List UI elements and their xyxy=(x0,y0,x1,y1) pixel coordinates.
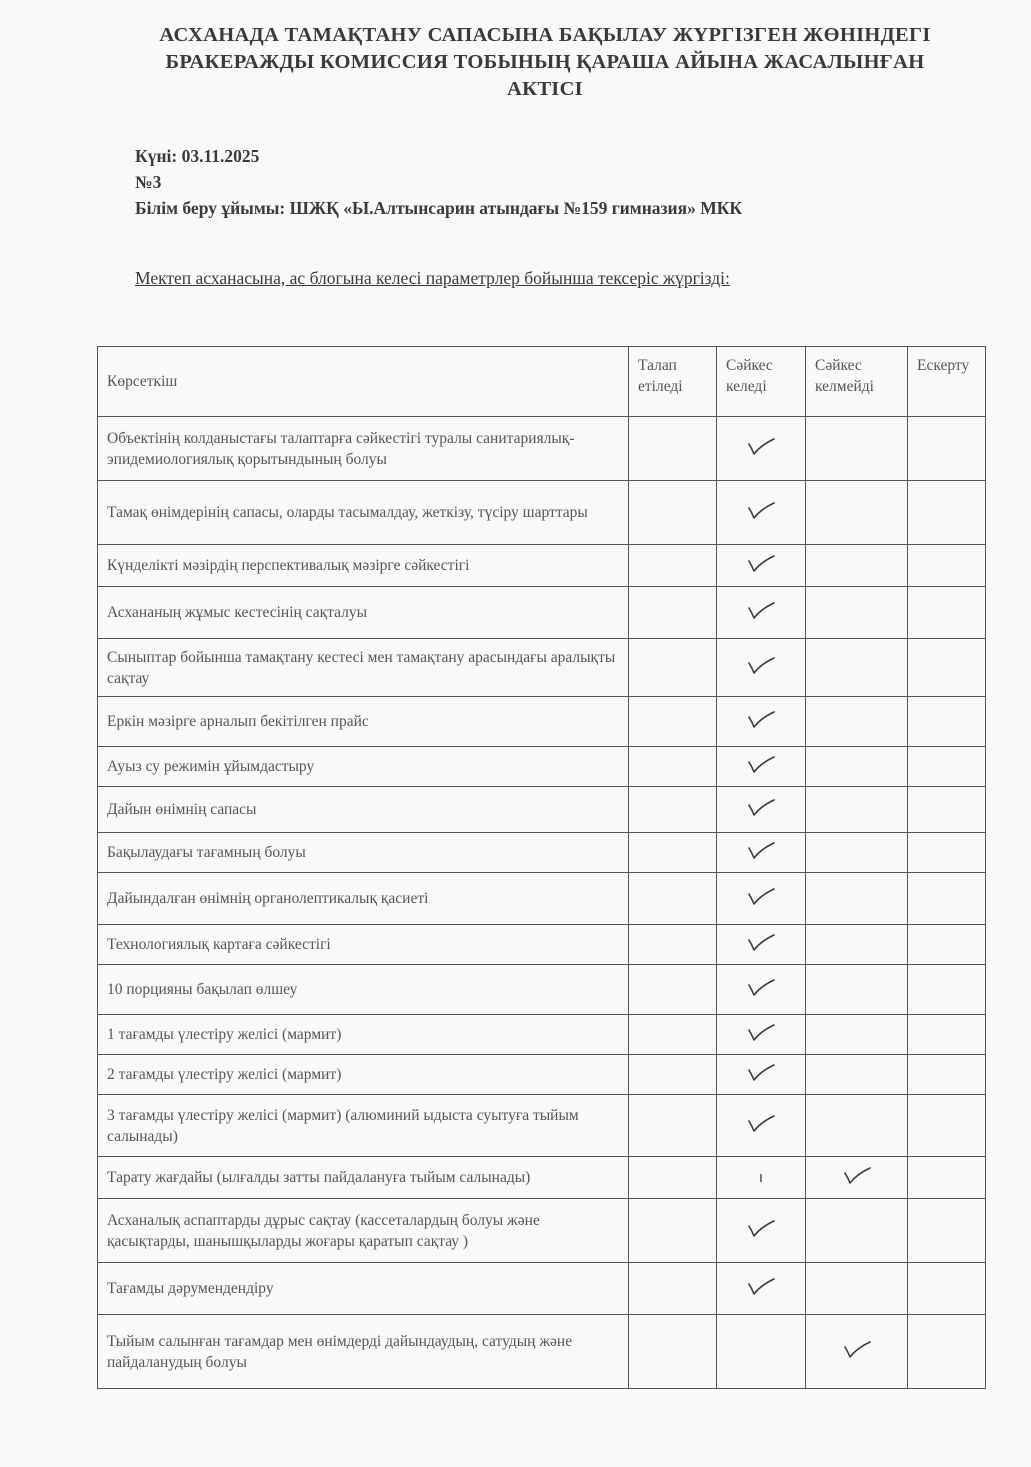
table-row xyxy=(98,1055,986,1095)
indicator-cell: 10 порцияны бақылап өлшеу xyxy=(98,965,629,1015)
compliant-cell xyxy=(717,697,806,747)
indicator-cell: Технологиялық картаға сәйкестігі xyxy=(98,925,629,965)
noncompliant-cell xyxy=(806,1055,908,1095)
compliant-cell xyxy=(717,1199,806,1263)
table-row xyxy=(98,545,986,587)
required-cell xyxy=(629,925,717,965)
table-row xyxy=(98,1263,986,1315)
compliant-cell xyxy=(717,587,806,639)
noncompliant-cell xyxy=(806,545,908,587)
noncompliant-cell xyxy=(806,1015,908,1055)
noncompliant-cell xyxy=(806,639,908,697)
noncompliant-cell xyxy=(806,1263,908,1315)
noncompliant-cell xyxy=(806,697,908,747)
indicator-cell: Еркін мәзірге арналып бекітілген прайс xyxy=(98,697,629,747)
noncompliant-cell xyxy=(806,747,908,787)
indicator-cell: Асхананың жұмыс кестесінің сақталуы xyxy=(98,587,629,639)
indicator-cell: 3 тағамды үлестіру желісі (мармит) (алюминий ыдыста суытуға тыйым салынады) xyxy=(98,1095,629,1157)
indicator-cell: Объектінің колданыстағы талаптарға сәйкестігі туралы санитариялық-эпидемиологиялық қорытындының болуы xyxy=(98,417,629,481)
note-cell xyxy=(908,965,986,1015)
checkmark-icon xyxy=(746,1217,776,1239)
indicator-cell: Күнделікті мәзірдің перспективалық мәзірге сәйкестігі xyxy=(98,545,629,587)
table-body xyxy=(98,417,986,1389)
required-cell xyxy=(629,747,717,787)
table-row xyxy=(98,639,986,697)
required-cell xyxy=(629,1157,717,1199)
note-cell xyxy=(908,1199,986,1263)
note-cell xyxy=(908,925,986,965)
table-row xyxy=(98,587,986,639)
checkmark-icon xyxy=(746,708,776,730)
document-title xyxy=(120,22,970,103)
note-cell xyxy=(908,1315,986,1389)
checkmark-icon xyxy=(842,1164,872,1186)
compliant-cell xyxy=(717,1015,806,1055)
compliant-cell xyxy=(717,1055,806,1095)
required-cell xyxy=(629,833,717,873)
required-cell xyxy=(629,587,717,639)
compliant-cell xyxy=(717,925,806,965)
required-cell xyxy=(629,639,717,697)
required-cell xyxy=(629,1095,717,1157)
compliant-cell xyxy=(717,417,806,481)
note-cell xyxy=(908,787,986,833)
number-line: №3 xyxy=(135,172,162,192)
note-cell xyxy=(908,697,986,747)
noncompliant-cell xyxy=(806,1095,908,1157)
organization-line: Білім беру ұйымы: ШЖҚ «Ы.Алтынсарин атындағы №159 гимназия» МКК xyxy=(135,198,743,218)
indicator-cell: Дайын өнімнің сапасы xyxy=(98,787,629,833)
checkmark-icon xyxy=(746,1021,776,1043)
table-row xyxy=(98,965,986,1015)
table-row xyxy=(98,1315,986,1389)
indicator-cell: Тамақ өнімдерінің сапасы, оларды тасымалдау, жеткізу, түсіру шарттары xyxy=(98,481,629,545)
checkmark-icon xyxy=(746,931,776,953)
indicator-cell: Асханалық аспаптарды дұрыс сақтау (кассеталардың болуы және қасықтарды, шанышқыларды жоғары қаратып сақтау ) xyxy=(98,1199,629,1263)
required-cell xyxy=(629,965,717,1015)
indicator-cell: 1 тағамды үлестіру желісі (мармит) xyxy=(98,1015,629,1055)
checkmark-icon xyxy=(746,753,776,775)
note-cell xyxy=(908,833,986,873)
required-cell xyxy=(629,697,717,747)
required-cell xyxy=(629,545,717,587)
compliant-cell xyxy=(717,965,806,1015)
note-cell xyxy=(908,417,986,481)
checkmark-icon xyxy=(746,839,776,861)
checkmark-icon xyxy=(746,435,776,457)
title-line-1: АСХАНАДА ТАМАҚТАНУ САПАСЫНА БАҚЫЛАУ ЖҮРГІЗГЕН ЖӨНІНДЕГІ xyxy=(159,24,931,46)
indicator-cell: Тарату жағдайы (ылғалды затты пайдалануға тыйым салынады) xyxy=(98,1157,629,1199)
note-cell xyxy=(908,545,986,587)
table-row xyxy=(98,1095,986,1157)
header-indicator: Көрсеткіш xyxy=(98,347,629,417)
note-cell xyxy=(908,1095,986,1157)
table-row xyxy=(98,1015,986,1055)
table-row xyxy=(98,1157,986,1199)
table-row xyxy=(98,697,986,747)
table-row xyxy=(98,873,986,925)
note-cell xyxy=(908,1157,986,1199)
required-cell xyxy=(629,1055,717,1095)
title-line-2: БРАКЕРАЖДЫ КОМИССИЯ ТОБЫНЫҢ ҚАРАША АЙЫНА ЖАСАЛЫНҒАН xyxy=(165,51,925,73)
table-row xyxy=(98,833,986,873)
noncompliant-cell xyxy=(806,417,908,481)
compliant-cell xyxy=(717,639,806,697)
compliant-cell xyxy=(717,747,806,787)
indicator-cell: Тыйым салынған тағамдар мен өнімдерді дайындаудың, сатудың және пайдаланудың болуы xyxy=(98,1315,629,1389)
date-line: Күні: 03.11.2025 xyxy=(135,146,260,166)
compliant-cell xyxy=(717,833,806,873)
required-cell xyxy=(629,417,717,481)
indicator-cell: Тағамды дәрумендендіру xyxy=(98,1263,629,1315)
required-cell xyxy=(629,481,717,545)
indicator-cell: Бақылаудағы тағамның болуы xyxy=(98,833,629,873)
checkmark-icon xyxy=(842,1338,872,1360)
required-cell xyxy=(629,1315,717,1389)
note-cell xyxy=(908,1055,986,1095)
compliant-cell xyxy=(717,1315,806,1389)
indicator-cell: 2 тағамды үлестіру желісі (мармит) xyxy=(98,1055,629,1095)
checkmark-icon xyxy=(746,1275,776,1297)
note-cell xyxy=(908,1015,986,1055)
checkmark-icon xyxy=(746,1112,776,1134)
compliant-cell xyxy=(717,481,806,545)
intro-text: Мектеп асханасына, ас блогына келесі параметрлер бойынша тексеріс жүргізді: xyxy=(135,268,730,288)
document-meta xyxy=(135,143,742,221)
compliant-cell xyxy=(717,873,806,925)
noncompliant-cell xyxy=(806,481,908,545)
table-row xyxy=(98,925,986,965)
checkmark-icon xyxy=(746,885,776,907)
required-cell xyxy=(629,873,717,925)
noncompliant-cell xyxy=(806,1157,908,1199)
compliant-cell xyxy=(717,787,806,833)
compliant-cell xyxy=(717,1263,806,1315)
required-cell xyxy=(629,1263,717,1315)
indicator-cell: Сыныптар бойынша тамақтану кестесі мен тамақтану арасындағы аралықты сақтау xyxy=(98,639,629,697)
noncompliant-cell xyxy=(806,925,908,965)
checkmark-icon xyxy=(746,654,776,676)
noncompliant-cell xyxy=(806,833,908,873)
checkmark-icon xyxy=(746,552,776,574)
table-row xyxy=(98,1199,986,1263)
checkmark-icon xyxy=(746,599,776,621)
noncompliant-cell xyxy=(806,965,908,1015)
title-line-3: АКТІСІ xyxy=(507,78,583,100)
table-row xyxy=(98,417,986,481)
checkmark-icon xyxy=(746,976,776,998)
header-note: Ескерту xyxy=(908,347,986,417)
required-cell xyxy=(629,787,717,833)
required-cell xyxy=(629,1199,717,1263)
compliant-cell xyxy=(717,1095,806,1157)
note-cell xyxy=(908,587,986,639)
noncompliant-cell xyxy=(806,587,908,639)
table-row xyxy=(98,747,986,787)
note-cell xyxy=(908,747,986,787)
checkmark-icon xyxy=(746,796,776,818)
table-header-row xyxy=(98,347,986,417)
note-cell xyxy=(908,873,986,925)
noncompliant-cell xyxy=(806,1199,908,1263)
checklist-table xyxy=(97,346,986,1389)
noncompliant-cell xyxy=(806,1315,908,1389)
compliant-cell xyxy=(717,545,806,587)
table-row xyxy=(98,787,986,833)
note-cell xyxy=(908,1263,986,1315)
indicator-cell: Дайындалған өнімнің органолептикалық қасиеті xyxy=(98,873,629,925)
noncompliant-cell xyxy=(806,787,908,833)
required-cell xyxy=(629,1015,717,1055)
checkmark-icon xyxy=(746,1061,776,1083)
note-cell xyxy=(908,481,986,545)
indicator-cell: Ауыз су режимін ұйымдастыру xyxy=(98,747,629,787)
note-cell xyxy=(908,639,986,697)
pen-stroke-icon: ı xyxy=(759,1169,763,1186)
compliant-cell xyxy=(717,1157,806,1199)
header-required: Талап етіледі xyxy=(629,347,717,417)
checkmark-icon xyxy=(746,499,776,521)
noncompliant-cell xyxy=(806,873,908,925)
header-compliant: Сәйкес келеді xyxy=(717,347,806,417)
table-row xyxy=(98,481,986,545)
header-noncompliant: Сәйкес келмейді xyxy=(806,347,908,417)
